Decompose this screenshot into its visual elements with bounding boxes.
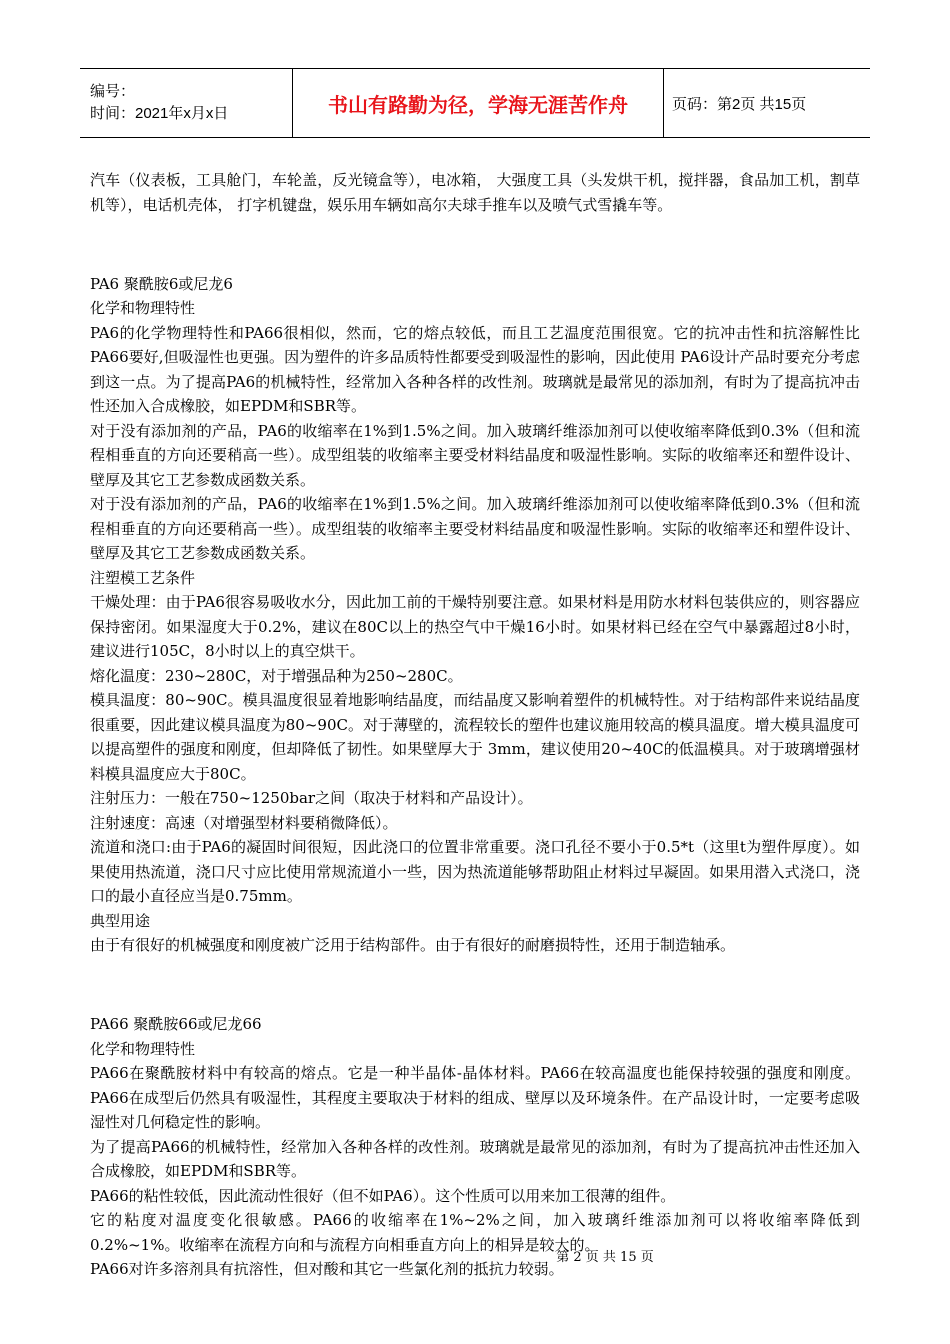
paragraph: 熔化温度：230~280C，对于增强品种为250~280C。 xyxy=(90,666,463,685)
paragraph-gap xyxy=(90,973,860,998)
paragraph: PA6的化学物理特性和PA66很相似，然而，它的熔点较低，而且工艺温度范围很宽。它的抗冲击性和抗溶解性比PA66要好,但吸湿性也更强。因为塑件的许多品质特性都要受到吸湿性的影响，因此使用 PA6设计产品时要充分考虑到这一点。为了提高PA6的机械特性，经常加入各种各样的改性剂。玻璃就是最常见的添加剂，有时为了提高抗冲击性还加入合成橡胶，如EPDM和SBR等。 xyxy=(90,323,860,415)
page-header xyxy=(80,68,870,138)
paragraph: 由于有很好的机械强度和刚度被广泛用于结构部件。由于有很好的耐磨损特性，还用于制造轴承。 xyxy=(90,936,736,954)
paragraph: 模具温度：80~90C。模具温度很显着地影响结晶度，而结晶度又影响着塑件的机械特性。对于结构部件来说结晶度很重要，因此建议模具温度为80~90C。对于薄壁的，流程较长的塑件也建议施用较高的模具温度。增大模具温度可以提高塑件的强度和刚度，但却降低了韧性。如果壁厚大于 3mm，建议使用20~40C的低温模具。对于玻璃增强材料模具温度应大于80C。 xyxy=(90,691,860,783)
paragraph: PA66在聚酰胺材料中有较高的熔点。它是一种半晶体-晶体材料。PA66在较高温度也能保持较强的强度和刚度。PA66在成型后仍然具有吸湿性，其程度主要取决于材料的组成、壁厚以及环境条件。在产品设计时，一定要考虑吸湿性对几何稳定性的影响。 xyxy=(90,1064,860,1131)
document-body xyxy=(90,168,860,1282)
paragraph: PA66的粘性较低，因此流动性很好（但不如PA6）。这个性质可以用来加工很薄的组件。 xyxy=(90,1186,676,1205)
header-left-cell xyxy=(80,69,293,137)
paragraph: 注塑模工艺条件 xyxy=(90,568,196,587)
paragraph: PA66 聚酰胺66或尼龙66 xyxy=(90,1015,262,1033)
paragraph: 为了提高PA66的机械特性，经常加入各种各样的改性剂。玻璃就是最常见的添加剂，有时为了提高抗冲击性还加入合成橡胶，如EPDM和SBR等。 xyxy=(90,1137,860,1180)
motto-text: 书山有路勤为径，学海无涯苦作舟 xyxy=(328,94,628,117)
header-motto-cell xyxy=(293,69,664,137)
paragraph: 对于没有添加剂的产品，PA6的收缩率在1%到1.5%之间。加入玻璃纤维添加剂可以使收缩率降低到0.3%（但和流程相垂直的方向还要稍高一些）。成型组装的收缩率主要受材料结晶度和吸湿性影响。实际的收缩率还和塑件设计、壁厚及其它工艺参数成函数关系。 xyxy=(90,495,860,562)
page-number-label: 页码：第2页 共15页 xyxy=(672,95,807,113)
paragraph: PA6 聚酰胺6或尼龙6 xyxy=(90,274,233,293)
paragraph-gap xyxy=(90,232,860,257)
number-label: 编号： xyxy=(90,83,136,100)
paragraph: 化学和物理特性 xyxy=(90,1039,196,1058)
paragraph: 汽车（仪表板，工具舱门，车轮盖，反光镜盒等），电冰箱， 大强度工具（头发烘干机，搅拌器，食品加工机，割草机等），电话机壳体， 打字机键盘，娱乐用车辆如高尔夫球手推车以及喷气式雪撬车等。 xyxy=(90,171,860,214)
paragraph: 对于没有添加剂的产品，PA6的收缩率在1%到1.5%之间。加入玻璃纤维添加剂可以使收缩率降低到0.3%（但和流程相垂直的方向还要稍高一些）。成型组装的收缩率主要受材料结晶度和吸湿性影响。实际的收缩率还和塑件设计、壁厚及其它工艺参数成函数关系。 xyxy=(90,421,860,489)
header-page-cell xyxy=(664,69,870,137)
paragraph: 化学和物理特性 xyxy=(90,299,196,317)
time-label: 时间：2021年x月x日 xyxy=(90,105,229,122)
paragraph: 注射压力：一般在750~1250bar之间（取决于材料和产品设计）。 xyxy=(90,789,533,807)
footer-page-number: 第 2 页 共 15 页 xyxy=(556,1250,654,1265)
paragraph: 它的粘度对温度变化很敏感。PA66的收缩率在1%~2%之间，加入玻璃纤维添加剂可以将收缩率降低到0.2%~1%。收缩率在流程方向和与流程方向相垂直方向上的相异是较大的。 xyxy=(90,1211,860,1254)
paragraph: 干燥处理：由于PA6很容易吸收水分，因此加工前的干燥特别要注意。如果材料是用防水材料包装供应的，则容器应保持密闭。如果湿度大于0.2%，建议在80C以上的热空气中干燥16小时。如果材料已经在空气中暴露超过8小时，建议进行105C，8小时以上的真空烘干。 xyxy=(90,593,860,660)
paragraph: 注射速度：高速（对增强型材料要稍微降低）。 xyxy=(90,813,398,832)
paragraph: 典型用途 xyxy=(90,911,151,930)
paragraph: PA66对许多溶剂具有抗溶性，但对酸和其它一些氯化剂的抵抗力较弱。 xyxy=(90,1260,564,1278)
paragraph: 流道和浇口:由于PA6的凝固时间很短，因此浇口的位置非常重要。浇口孔径不要小于0.5*t（这里t为塑件厚度）。如果使用热流道，浇口尺寸应比使用常规流道小一些，因为热流道能够帮助阻止材料过早凝固。如果用潜入式浇口，浇口的最小直径应当是0.75mm。 xyxy=(90,838,860,905)
page-footer xyxy=(0,1246,950,1265)
